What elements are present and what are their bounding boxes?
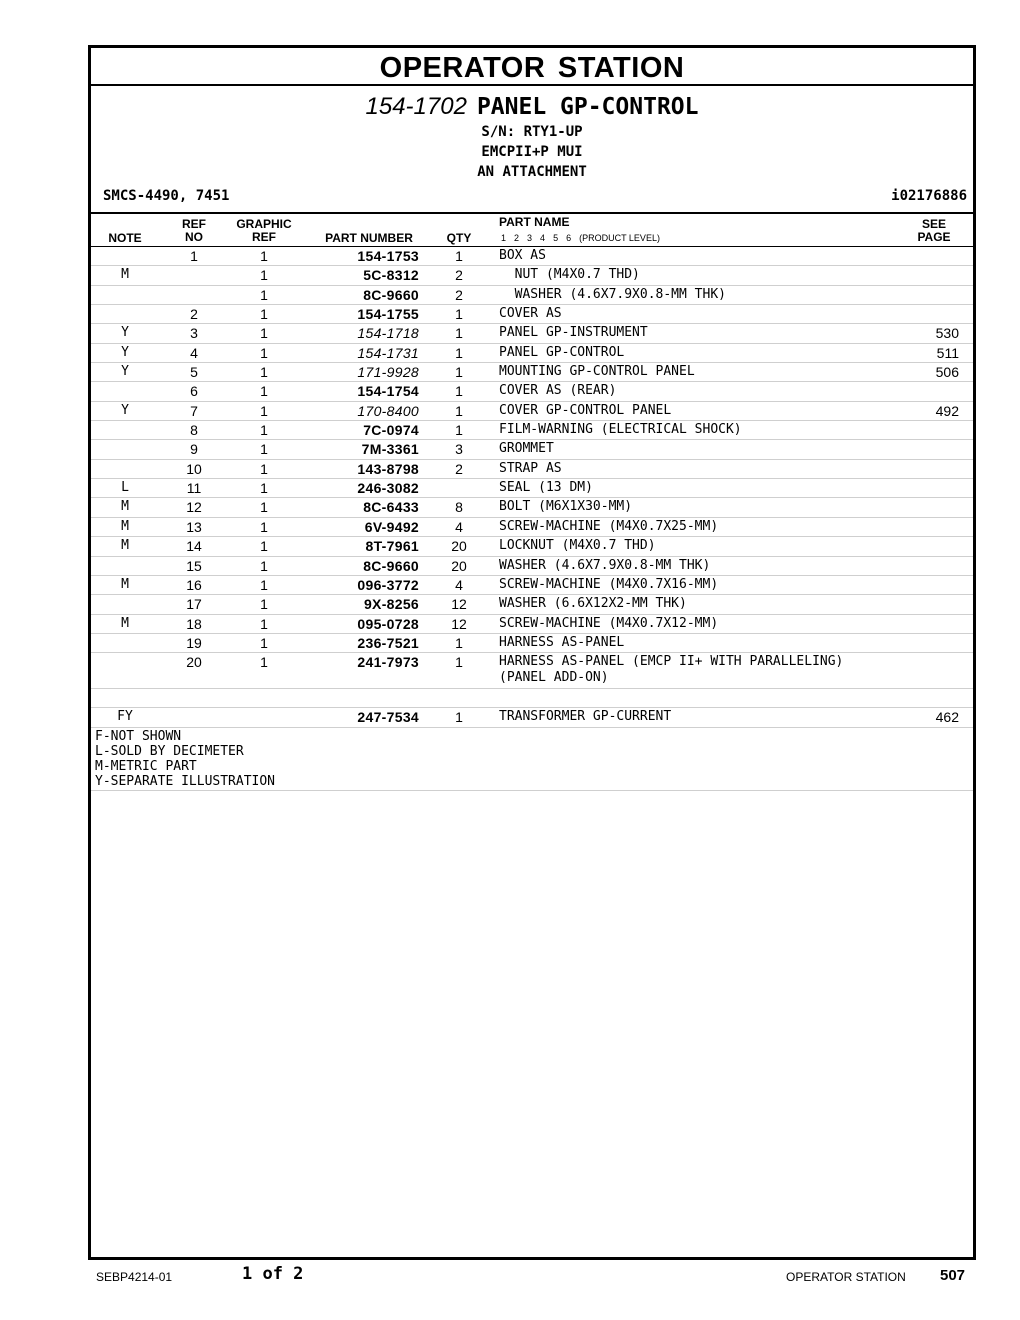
cell-part-name: SEAL (13 DM): [499, 480, 593, 496]
footer-doc-id: SEBP4214-01: [96, 1270, 173, 1284]
table-row: [91, 634, 973, 653]
cell-part-number: 8C-6433: [363, 499, 419, 516]
cell-part-name: WASHER (6.6X12X2-MM THK): [499, 596, 687, 612]
cell-graphic-ref: 1: [260, 460, 268, 477]
cell-note: M: [121, 518, 129, 534]
cell-ref-no: 11: [186, 480, 202, 497]
section-title: OPERATOR STATION: [91, 48, 973, 86]
col-header-graphic-ref-line1: GRAPHIC: [236, 217, 292, 231]
cell-graphic-ref: 1: [260, 422, 268, 439]
cell-note: M: [121, 615, 129, 631]
group-name: PANEL GP-CONTROL: [476, 94, 699, 120]
table-row: [91, 498, 973, 517]
cell-qty: 8: [455, 499, 463, 516]
table-row: [91, 382, 973, 401]
col-header-see-page: [909, 218, 959, 244]
product-level-1: 1: [501, 233, 507, 243]
table-row: [91, 479, 973, 498]
cell-graphic-ref: 1: [260, 576, 268, 593]
cell-graphic-ref: 1: [260, 364, 268, 381]
cell-graphic-ref: 1: [260, 538, 268, 555]
cell-graphic-ref: 1: [260, 557, 268, 574]
group-line-2: EMCPII+P MUI: [481, 144, 583, 160]
cell-part-number: 154-1718: [357, 325, 419, 342]
blank-row: [91, 689, 973, 708]
cell-graphic-ref: 1: [260, 518, 268, 535]
table-row: [91, 595, 973, 614]
cell-qty: 4: [455, 518, 463, 535]
cell-ref-no: 3: [190, 325, 198, 342]
table-row: [91, 286, 973, 305]
cell-part-number: 095-0728: [357, 615, 419, 632]
notes-legend: [91, 728, 973, 791]
parts-table: [91, 247, 973, 791]
cell-qty: 1: [455, 422, 463, 439]
cell-part-number: 247-7534: [357, 709, 419, 726]
cell-ref-no: 6: [190, 383, 198, 400]
parts-page-frame: [88, 45, 976, 1260]
cell-see-page: 506: [935, 364, 959, 381]
cell-qty: 20: [451, 538, 467, 555]
cell-ref-no: 18: [186, 615, 202, 632]
footer-section: OPERATOR STATION: [786, 1270, 906, 1284]
cell-note: M: [121, 576, 129, 592]
cell-graphic-ref: 1: [260, 441, 268, 458]
cell-qty: 12: [451, 596, 467, 613]
cell-graphic-ref: 1: [260, 615, 268, 632]
cell-ref-no: 14: [186, 538, 202, 555]
cell-qty: 1: [455, 634, 463, 651]
cell-graphic-ref: 1: [260, 634, 268, 651]
cell-part-name: BOX AS: [499, 248, 546, 263]
cell-part-name: WASHER (4.6X7.9X0.8-MM THK): [499, 286, 726, 302]
cell-part-name: NUT (M4X0.7 THD): [499, 267, 640, 283]
group-part-number: 154-1702: [365, 93, 467, 120]
product-level-scale: [501, 233, 668, 243]
table-row: [91, 557, 973, 576]
product-level-label: (PRODUCT LEVEL): [579, 233, 660, 243]
cell-graphic-ref: 1: [260, 402, 268, 419]
cell-part-name: COVER AS (REAR): [499, 383, 617, 399]
cell-qty: 1: [455, 364, 463, 381]
col-header-graphic-ref-line2: REF: [252, 230, 276, 244]
cell-note: M: [121, 267, 129, 283]
table-row: [91, 653, 973, 689]
table-row: [91, 266, 973, 285]
cell-part-name: FILM-WARNING (ELECTRICAL SHOCK): [499, 422, 742, 438]
table-row: [91, 324, 973, 343]
cell-ref-no: 17: [186, 596, 202, 613]
cell-ref-no: 12: [186, 499, 202, 516]
cell-qty: 2: [455, 267, 463, 284]
cell-note: Y: [121, 325, 129, 341]
cell-see-page: 530: [935, 325, 959, 342]
cell-part-name: TRANSFORMER GP-CURRENT: [499, 709, 672, 725]
smcs-code: SMCS-4490, 7451: [103, 188, 230, 204]
table-row: [91, 537, 973, 556]
cell-part-number: 241-7973: [357, 654, 419, 671]
cell-note: FY: [117, 709, 133, 725]
cell-note: Y: [121, 364, 129, 380]
cell-part-name: BOLT (M6X1X30-MM): [499, 499, 633, 515]
cell-part-number: 154-1755: [357, 306, 419, 323]
col-header-part-number: PART NUMBER: [325, 231, 413, 245]
table-row: [91, 344, 973, 363]
cell-qty: 1: [455, 248, 463, 264]
cell-qty: 12: [451, 615, 467, 632]
legend-item: L-SOLD BY DECIMETER: [95, 743, 244, 759]
cell-part-name: COVER AS: [499, 306, 562, 322]
cell-qty: 1: [455, 325, 463, 342]
cell-ref-no: 19: [186, 634, 202, 651]
cell-see-page: 462: [935, 709, 959, 726]
cell-part-number: 7M-3361: [361, 441, 419, 458]
cell-see-page: 492: [935, 402, 959, 419]
cell-part-number: 170-8400: [357, 402, 419, 419]
cell-note: L: [121, 480, 129, 496]
cell-graphic-ref: 1: [260, 499, 268, 516]
cell-ref-no: 16: [186, 576, 202, 593]
col-header-see-page-line1: SEE: [921, 217, 946, 231]
cell-qty: 1: [455, 344, 463, 361]
table-row: [91, 421, 973, 440]
cell-part-name: SCREW-MACHINE (M4X0.7X25-MM): [499, 518, 719, 534]
cell-qty: 1: [455, 306, 463, 323]
footer-page-number: 507: [940, 1267, 966, 1284]
cell-part-name: COVER GP-CONTROL PANEL: [499, 402, 672, 418]
product-level-4: 4: [540, 233, 546, 243]
cell-part-number: 171-9928: [357, 364, 419, 381]
table-row: [91, 440, 973, 459]
product-level-6: 6: [566, 233, 572, 243]
table-row: [91, 708, 973, 727]
cell-see-page: 511: [936, 344, 959, 361]
group-title: [91, 92, 973, 122]
cell-qty: 4: [455, 576, 463, 593]
cell-part-number: 096-3772: [357, 576, 419, 593]
cell-qty: 20: [451, 557, 467, 574]
product-level-2: 2: [514, 233, 520, 243]
cell-part-number: 5C-8312: [363, 267, 419, 284]
cell-part-number: 8T-7961: [365, 538, 419, 555]
legend-item: Y-SEPARATE ILLUSTRATION: [95, 773, 276, 789]
cell-ref-no: 10: [186, 460, 202, 477]
cell-graphic-ref: 1: [260, 596, 268, 613]
table-row: [91, 247, 973, 266]
cell-part-number: 154-1731: [357, 344, 419, 361]
table-row: [91, 518, 973, 537]
cell-part-number: 236-7521: [357, 634, 419, 651]
cell-qty: 2: [455, 286, 463, 303]
cell-part-name: MOUNTING GP-CONTROL PANEL: [499, 364, 695, 380]
cell-part-name: WASHER (4.6X7.9X0.8-MM THK): [499, 557, 711, 573]
table-row: [91, 576, 973, 595]
cell-part-name: HARNESS AS-PANEL: [499, 634, 625, 650]
cell-qty: 3: [455, 441, 463, 458]
cell-graphic-ref: 1: [260, 344, 268, 361]
cell-part-name: HARNESS AS-PANEL (EMCP II+ WITH PARALLELING) (PANEL ADD-ON): [499, 654, 844, 686]
header-divider: [91, 212, 973, 214]
cell-qty: 1: [455, 709, 463, 726]
cell-note: M: [121, 538, 129, 554]
group-serial: S/N: RTY1-UP: [481, 124, 583, 140]
cell-ref-no: 5: [190, 364, 198, 381]
cell-qty: 1: [455, 654, 463, 671]
table-row: [91, 305, 973, 324]
cell-ref-no: 9: [190, 441, 198, 458]
col-header-qty: QTY: [446, 231, 472, 245]
cell-part-name: STRAP AS: [499, 460, 562, 476]
cell-part-number: 6V-9492: [364, 518, 419, 535]
cell-part-name: GROMMET: [499, 441, 554, 457]
cell-part-number: 154-1754: [357, 383, 419, 400]
cell-part-number: 8C-9660: [363, 286, 419, 303]
cell-ref-no: 4: [190, 344, 198, 361]
legend-item: F-NOT SHOWN: [95, 728, 182, 744]
cell-ref-no: 8: [190, 422, 198, 439]
col-header-part-name: PART NAME: [499, 215, 570, 229]
cell-part-number: 143-8798: [357, 460, 419, 477]
cell-ref-no: 1: [190, 248, 198, 264]
col-header-ref-no: [161, 218, 227, 244]
cell-part-name: SCREW-MACHINE (M4X0.7X12-MM): [499, 615, 719, 631]
cell-part-number: 9X-8256: [363, 596, 419, 613]
product-level-5: 5: [553, 233, 559, 243]
table-row: [91, 402, 973, 421]
cell-part-name: LOCKNUT (M4X0.7 THD): [499, 538, 656, 554]
table-row: [91, 363, 973, 382]
col-header-note: NOTE: [108, 231, 142, 245]
cell-part-number: 7C-0974: [363, 422, 419, 439]
cell-ref-no: 7: [190, 402, 198, 419]
cell-qty: 1: [455, 383, 463, 400]
product-level-3: 3: [527, 233, 533, 243]
cell-ref-no: 15: [186, 557, 202, 574]
table-row: [91, 615, 973, 634]
cell-qty: 1: [455, 402, 463, 419]
col-header-ref-no-line1: REF: [182, 217, 206, 231]
cell-ref-no: 20: [186, 654, 202, 671]
footer-page-of: 1 of 2: [242, 1264, 304, 1284]
cell-qty: 2: [455, 460, 463, 477]
cell-part-number: 154-1753: [357, 248, 419, 264]
cell-graphic-ref: 1: [260, 383, 268, 400]
cell-ref-no: 2: [190, 306, 198, 323]
cell-graphic-ref: 1: [260, 267, 268, 284]
cell-note: Y: [121, 344, 129, 360]
legend-item: M-METRIC PART: [95, 758, 197, 774]
cell-graphic-ref: 1: [260, 325, 268, 342]
illustration-id: i02176886: [891, 188, 967, 204]
col-header-ref-no-line2: NO: [185, 230, 203, 244]
col-header-graphic-ref: [227, 218, 301, 244]
table-row: [91, 460, 973, 479]
cell-graphic-ref: 1: [260, 480, 268, 497]
cell-graphic-ref: 1: [260, 654, 268, 671]
cell-part-number: 246-3082: [357, 480, 419, 497]
cell-part-name: PANEL GP-CONTROL: [499, 344, 625, 360]
cell-graphic-ref: 1: [260, 248, 268, 264]
cell-part-name: PANEL GP-INSTRUMENT: [499, 325, 648, 341]
cell-graphic-ref: 1: [260, 306, 268, 323]
cell-graphic-ref: 1: [260, 286, 268, 303]
cell-part-number: 8C-9660: [363, 557, 419, 574]
cell-part-name: SCREW-MACHINE (M4X0.7X16-MM): [499, 576, 719, 592]
cell-note: Y: [121, 402, 129, 418]
cell-note: M: [121, 499, 129, 515]
group-line-3: AN ATTACHMENT: [477, 164, 587, 180]
col-header-see-page-line2: PAGE: [917, 230, 951, 244]
cell-ref-no: 13: [186, 518, 202, 535]
